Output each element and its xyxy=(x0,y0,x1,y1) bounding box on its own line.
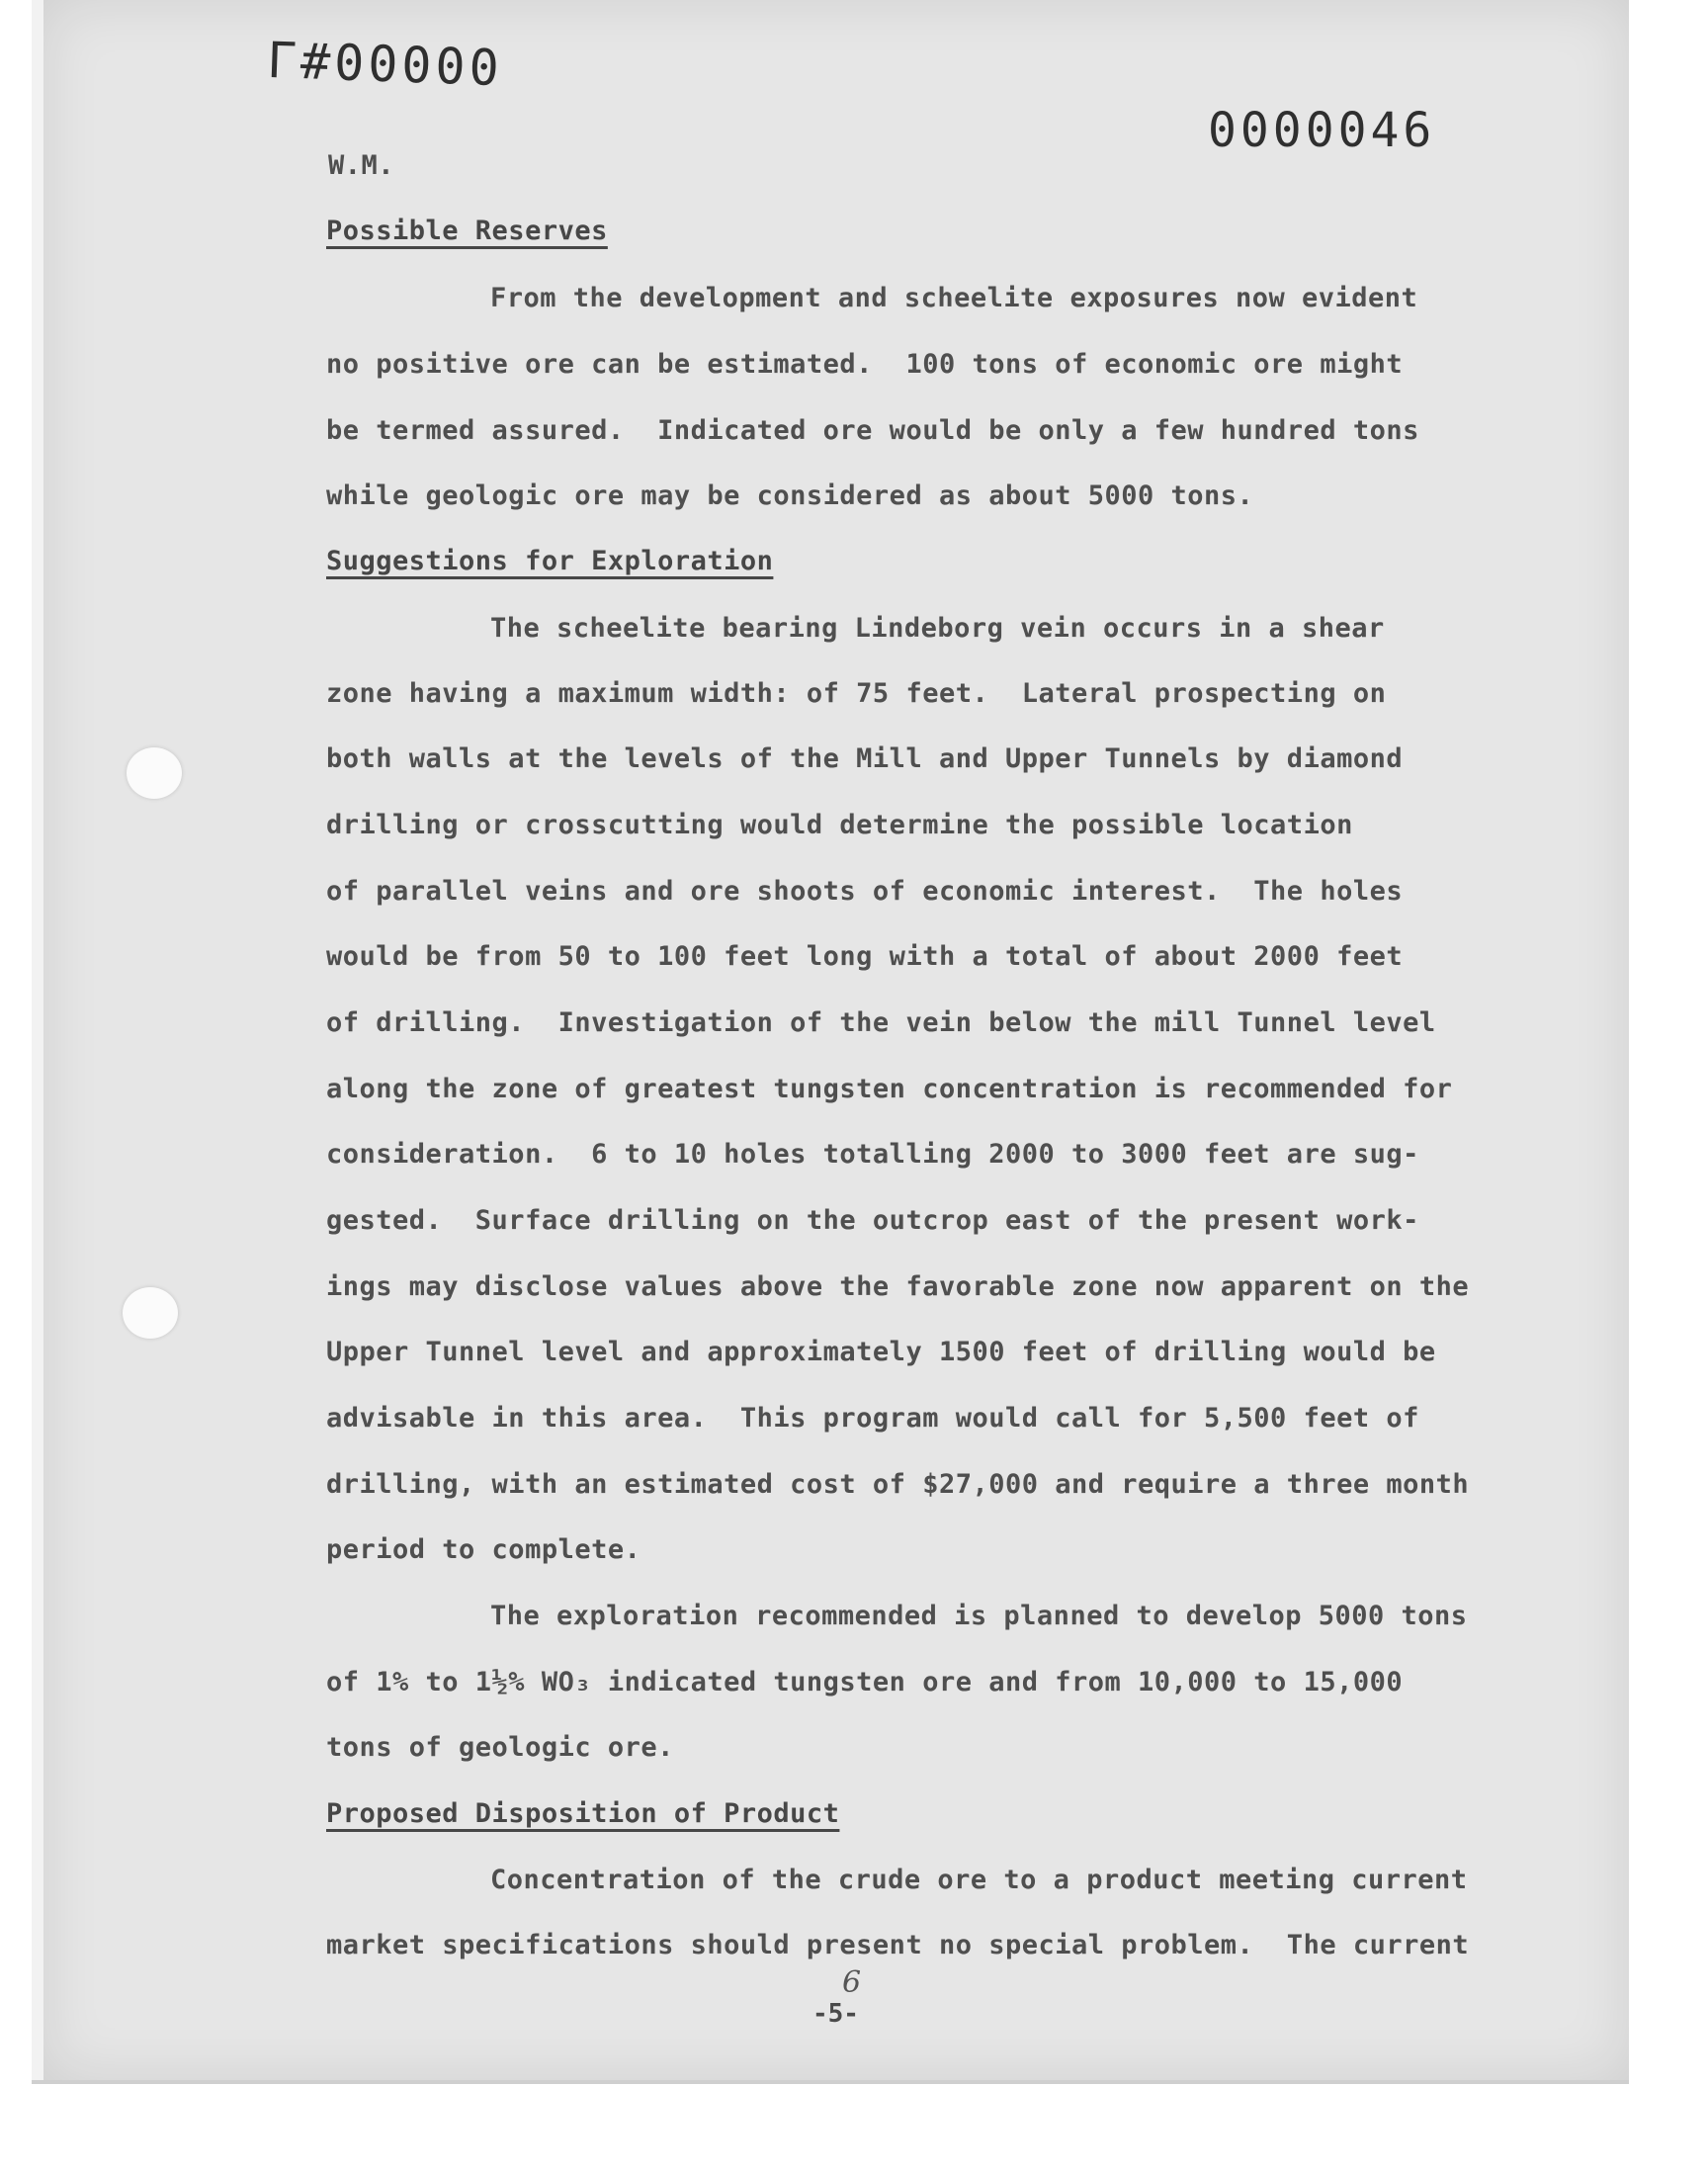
text-line: drilling or crosscutting would determine the possible location xyxy=(326,810,1353,840)
text-line: of parallel veins and ore shoots of economic interest. The holes xyxy=(326,876,1404,907)
text-line: of 1% to 1½% WO₃ indicated tungsten ore and from 10,000 to 15,000 xyxy=(326,1667,1404,1697)
section-heading-possible-reserves: Possible Reserves xyxy=(326,216,608,246)
text-line: The scheelite bearing Lindeborg vein occurs in a shear xyxy=(490,613,1385,644)
text-line: be termed assured. Indicated ore would be only a few hundred tons xyxy=(326,415,1419,446)
text-line: of drilling. Investigation of the vein below the mill Tunnel level xyxy=(326,1007,1436,1038)
handwritten-page-number: 6 xyxy=(842,1965,862,2000)
typed-page-number: -5- xyxy=(812,1999,859,2029)
text-line: while geologic ore may be considered as about 5000 tons. xyxy=(326,480,1254,511)
text-line: ings may disclose values above the favorable zone now apparent on the xyxy=(326,1271,1470,1302)
text-line: period to complete. xyxy=(326,1534,641,1565)
text-line: advisable in this area. This program would call for 5,500 feet of xyxy=(326,1403,1419,1434)
author-initials: W.M. xyxy=(328,150,395,181)
punch-hole-upper xyxy=(127,747,182,799)
text-line: market specifications should present no special problem. The current xyxy=(326,1930,1470,1960)
text-line: both walls at the levels of the Mill and Upper Tunnels by diamond xyxy=(326,743,1404,774)
text-line: Upper Tunnel level and approximately 1500 feet of drilling would be xyxy=(326,1337,1436,1367)
text-line: along the zone of greatest tungsten concentration is recommended for xyxy=(326,1074,1453,1104)
section-heading-suggestions-for-exploration: Suggestions for Exploration xyxy=(326,546,774,576)
text-line: would be from 50 to 100 feet long with a total of about 2000 feet xyxy=(326,941,1404,972)
text-line: The exploration recommended is planned to develop 5000 tons xyxy=(490,1601,1468,1631)
text-line: zone having a maximum width: of 75 feet. Lateral prospecting on xyxy=(326,678,1387,709)
text-line: tons of geologic ore. xyxy=(326,1732,674,1763)
section-heading-proposed-disposition: Proposed Disposition of Product xyxy=(326,1798,840,1829)
text-line: From the development and scheelite exposures now evident xyxy=(490,283,1418,313)
document-stamp-left: Γ#00000 xyxy=(266,31,504,98)
page-bottom-edge xyxy=(32,2080,1629,2084)
text-line: Concentration of the crude ore to a product meeting current xyxy=(490,1865,1468,1895)
punch-hole-lower xyxy=(123,1287,178,1339)
text-line: gested. Surface drilling on the outcrop east of the present work- xyxy=(326,1205,1419,1236)
document-stamp-right: 0000046 xyxy=(1208,103,1436,158)
text-line: drilling, with an estimated cost of $27,000 and require a three month xyxy=(326,1469,1470,1500)
text-line: no positive ore can be estimated. 100 tons of economic ore might xyxy=(326,349,1404,380)
text-line: consideration. 6 to 10 holes totalling 2000 to 3000 feet are sug- xyxy=(326,1139,1419,1170)
